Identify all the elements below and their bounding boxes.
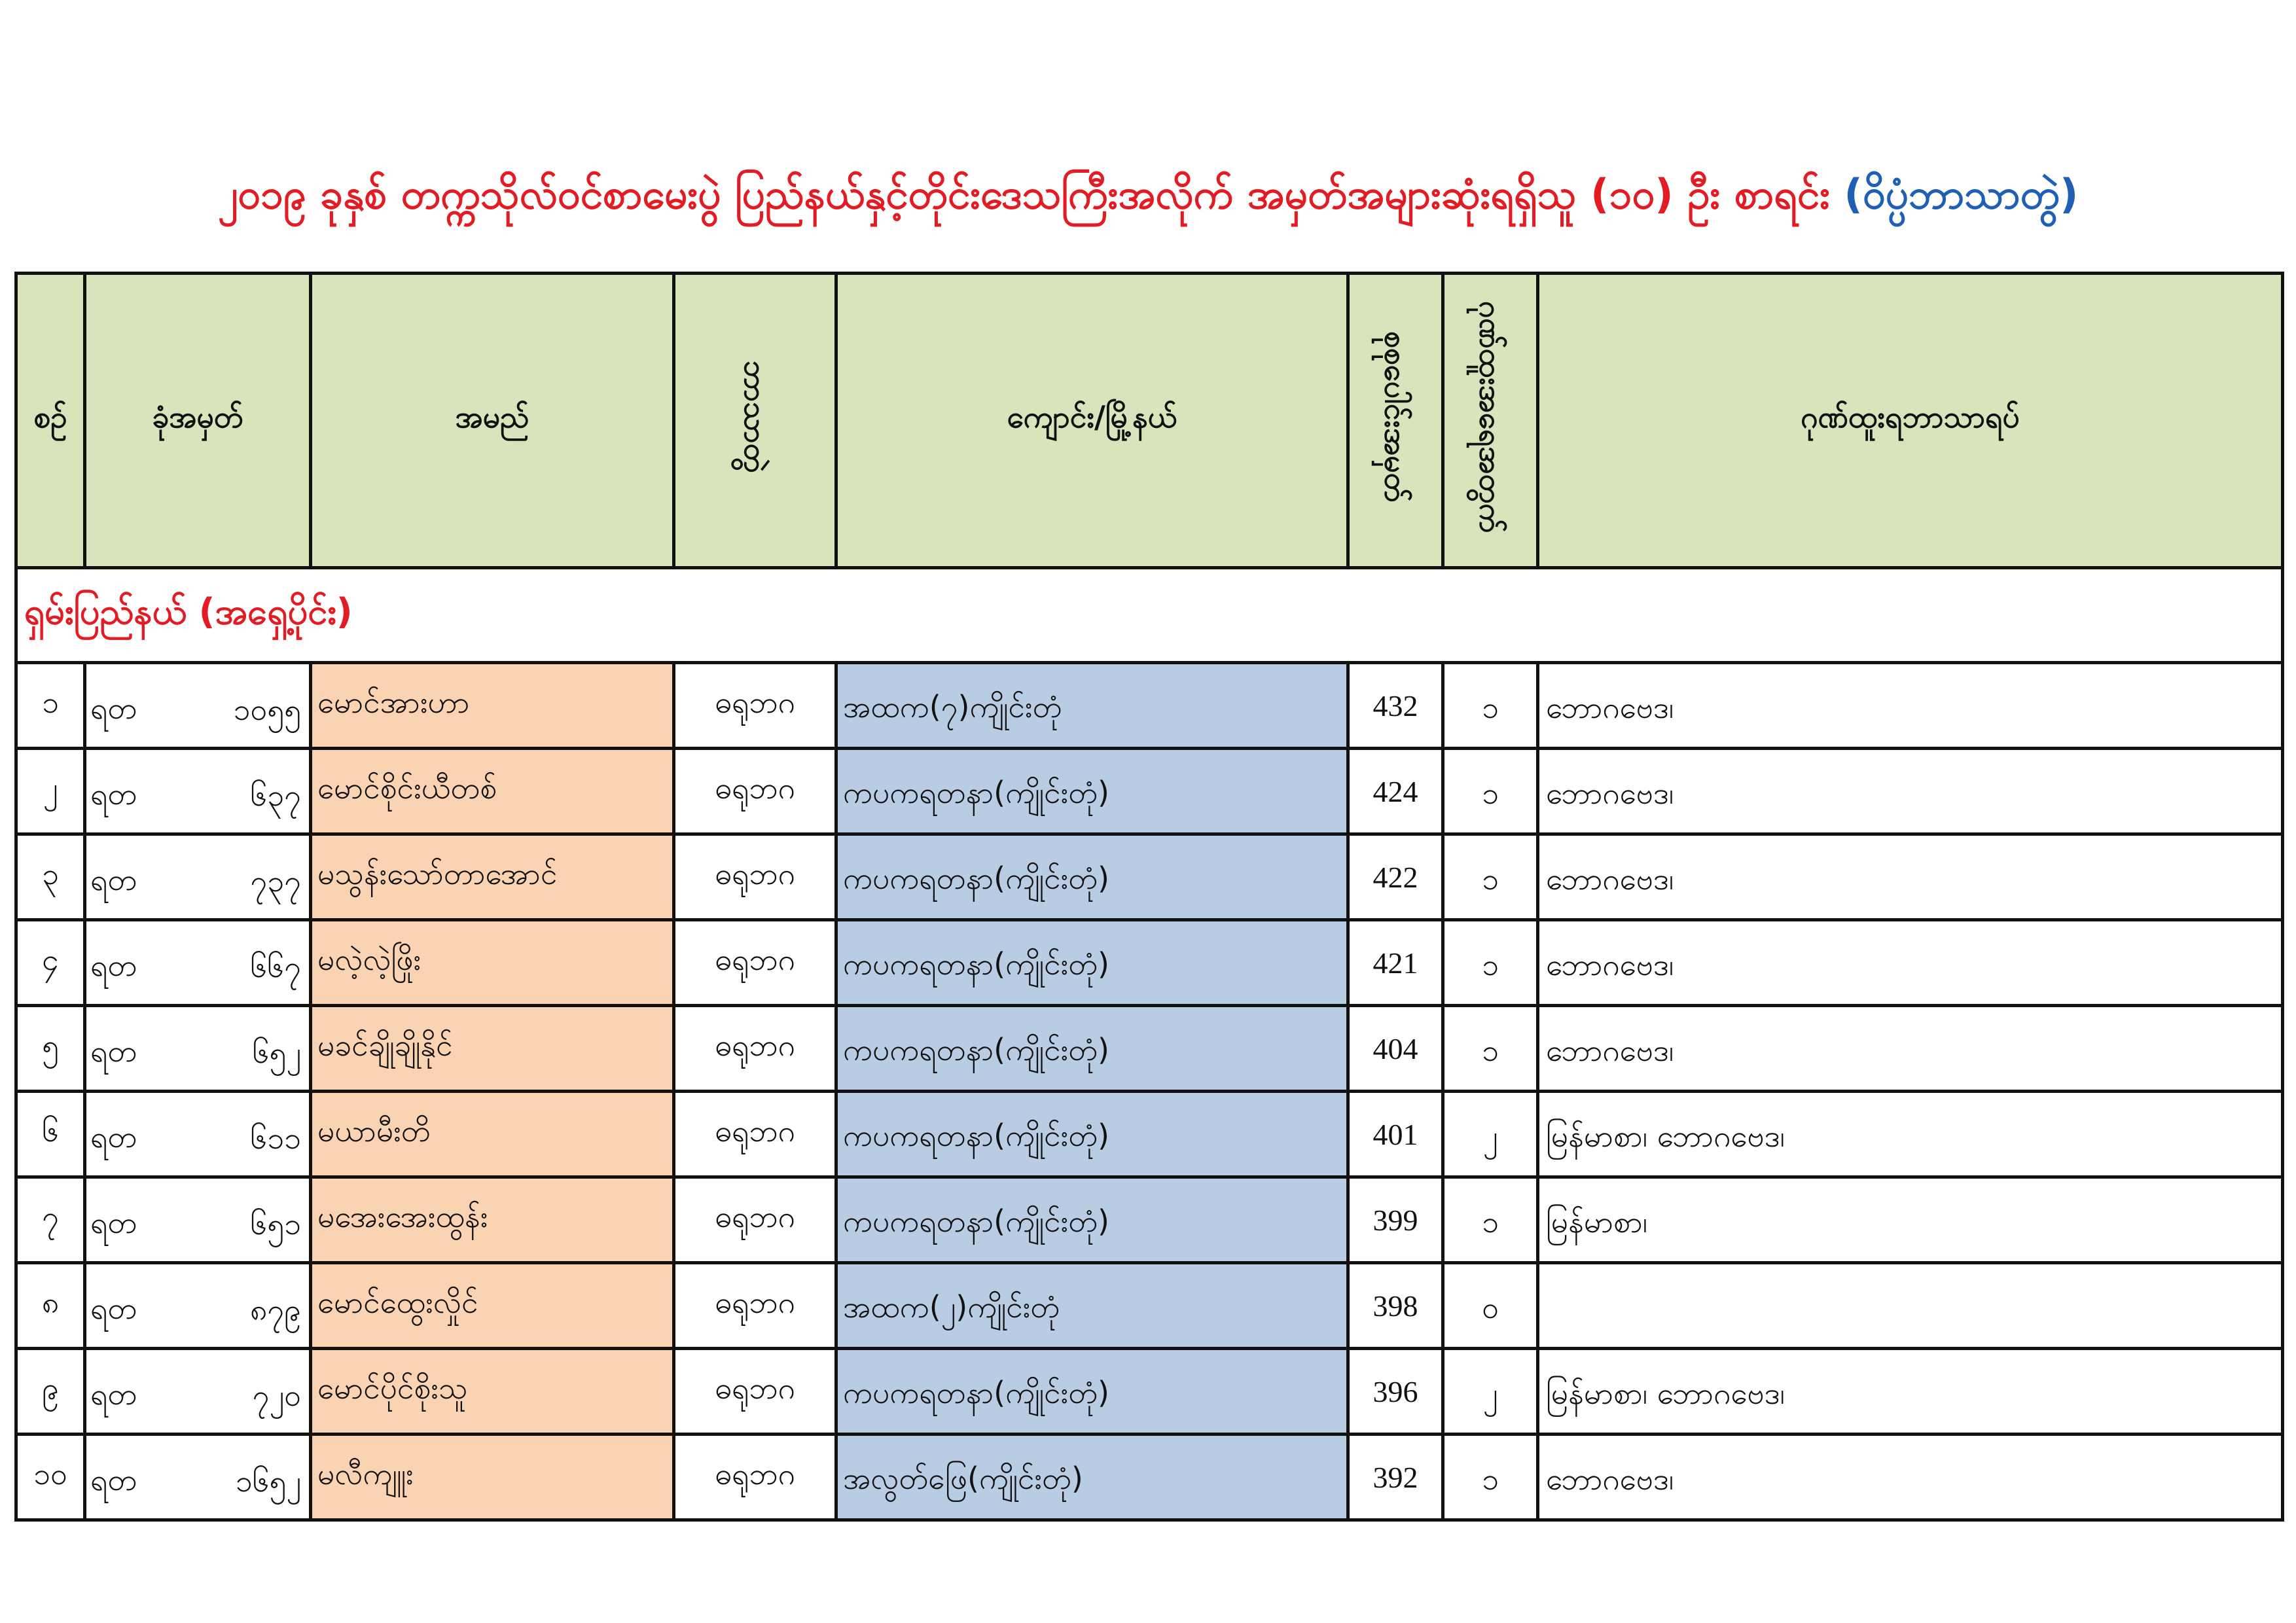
title-subject-group: (ဝိပ္ပံဘာသာတွဲ) bbox=[1844, 170, 2079, 218]
cell-subject: ဓရုဘဂ bbox=[674, 663, 836, 749]
roll-prefix: ရတ bbox=[90, 1118, 137, 1154]
cell-school: ကပကရတနာ(ကျိုင်းတုံ) bbox=[836, 920, 1348, 1006]
cell-total: 396 bbox=[1348, 1349, 1443, 1435]
cell-no: ၁၀ bbox=[16, 1435, 85, 1520]
table-row bbox=[16, 1092, 2283, 1177]
cell-total: 398 bbox=[1348, 1263, 1443, 1349]
cell-total: 401 bbox=[1348, 1092, 1443, 1177]
roll-prefix: ရတ bbox=[90, 1204, 137, 1240]
cell-name: မလီကျူး bbox=[311, 1435, 674, 1520]
section-title: ရှမ်းပြည်နယ် (အရှေ့ပိုင်း) bbox=[16, 568, 2283, 663]
table-row bbox=[16, 920, 2283, 1006]
cell-name: မောင်စိုင်းယီတစ် bbox=[311, 749, 674, 834]
cell-name: မလဲ့လဲ့ဖြိုး bbox=[311, 920, 674, 1006]
header-total: စုစုပေါင်းအမှတ် bbox=[1378, 331, 1414, 503]
roll-prefix: ရတ bbox=[90, 690, 137, 726]
section-row bbox=[16, 568, 2283, 663]
cell-roll bbox=[85, 1006, 311, 1092]
cell-school: ကပကရတနာ(ကျိုင်းတုံ) bbox=[836, 834, 1348, 920]
cell-distinctions: ၁ bbox=[1443, 1006, 1538, 1092]
cell-total: 399 bbox=[1348, 1177, 1443, 1263]
roll-prefix: ရတ bbox=[90, 861, 137, 897]
cell-school: အထက(၇)ကျိုင်းတုံ bbox=[836, 663, 1348, 749]
cell-no: ၆ bbox=[16, 1092, 85, 1177]
cell-subject: ဓရုဘဂ bbox=[674, 1177, 836, 1263]
cell-roll bbox=[85, 834, 311, 920]
roll-prefix: ရတ bbox=[90, 776, 137, 812]
cell-roll bbox=[85, 1435, 311, 1520]
title-main: ၂၀၁၉ ခုနှစ် တက္ကသိုလ်ဝင်စာမေးပွဲ ပြည်နယ်နှင့်တိုင်းဒေသကြီးအလိုက် အမှတ်အများဆုံးရရှိသူ (၁၀) ဦး စာရင်း bbox=[217, 170, 1844, 218]
cell-total: 422 bbox=[1348, 834, 1443, 920]
roll-prefix: ရတ bbox=[90, 1290, 137, 1326]
cell-name: မသွန်းသော်တာအောင် bbox=[311, 834, 674, 920]
cell-distinctions: ၁ bbox=[1443, 1177, 1538, 1263]
cell-subject: ဓရုဘဂ bbox=[674, 920, 836, 1006]
cell-roll bbox=[85, 920, 311, 1006]
page-title bbox=[0, 169, 2296, 228]
cell-school: ကပကရတနာ(ကျိုင်းတုံ) bbox=[836, 1349, 1348, 1435]
table-row bbox=[16, 663, 2283, 749]
cell-roll bbox=[85, 1349, 311, 1435]
cell-total: 424 bbox=[1348, 749, 1443, 834]
cell-distinctions: ၁ bbox=[1443, 663, 1538, 749]
header-school: ကျောင်း/မြို့နယ် bbox=[836, 274, 1348, 568]
cell-distinctions: ၁ bbox=[1443, 920, 1538, 1006]
cell-distinction-subjects bbox=[1538, 1263, 2283, 1349]
cell-no: ၉ bbox=[16, 1349, 85, 1435]
roll-number: ၆၁၁ bbox=[250, 1120, 301, 1156]
roll-number: ၆၅၂ bbox=[252, 1034, 301, 1070]
header-distinction-subjects: ဂုဏ်ထူးရဘာသာရပ် bbox=[1538, 274, 2283, 568]
cell-name: မောင်ပိုင်စိုးသူ bbox=[311, 1349, 674, 1435]
cell-subject: ဓရုဘဂ bbox=[674, 1092, 836, 1177]
cell-no: ၅ bbox=[16, 1006, 85, 1092]
roll-number: ၇၃၇ bbox=[250, 863, 301, 899]
table-row bbox=[16, 1349, 2283, 1435]
cell-distinction-subjects: ဘောဂဗေဒ၊ bbox=[1538, 1006, 2283, 1092]
roll-number: ၁၀၅၅ bbox=[233, 691, 301, 727]
cell-distinctions: ၁ bbox=[1443, 1435, 1538, 1520]
roll-prefix: ရတ bbox=[90, 1033, 137, 1069]
cell-no: ၈ bbox=[16, 1263, 85, 1349]
cell-school: ကပကရတနာ(ကျိုင်းတုံ) bbox=[836, 1092, 1348, 1177]
cell-name: မယာမီးတိ bbox=[311, 1092, 674, 1177]
cell-subject: ဓရုဘဂ bbox=[674, 834, 836, 920]
cell-total: 404 bbox=[1348, 1006, 1443, 1092]
cell-no: ၃ bbox=[16, 834, 85, 920]
cell-distinction-subjects: ဘောဂဗေဒ၊ bbox=[1538, 834, 2283, 920]
cell-school: အလွတ်ဖြေ(ကျိုင်းတုံ) bbox=[836, 1435, 1348, 1520]
table-row bbox=[16, 749, 2283, 834]
cell-no: ၁ bbox=[16, 663, 85, 749]
cell-distinction-subjects: မြန်မာစာ၊ bbox=[1538, 1177, 2283, 1263]
cell-no: ၂ bbox=[16, 749, 85, 834]
table-row bbox=[16, 1435, 2283, 1520]
header-distinctions-cell bbox=[1443, 274, 1538, 568]
cell-distinctions: ၂ bbox=[1443, 1349, 1538, 1435]
header-name: အမည် bbox=[311, 274, 674, 568]
table-row bbox=[16, 834, 2283, 920]
cell-subject: ဓရုဘဂ bbox=[674, 1349, 836, 1435]
results-table bbox=[14, 272, 2284, 1522]
cell-roll bbox=[85, 663, 311, 749]
header-subject: ဘာသာတွဲ bbox=[738, 361, 774, 473]
cell-distinctions: ၀ bbox=[1443, 1263, 1538, 1349]
cell-distinctions: ၂ bbox=[1443, 1092, 1538, 1177]
roll-number: ၆၅၁ bbox=[250, 1205, 301, 1241]
roll-prefix: ရတ bbox=[90, 1461, 137, 1497]
cell-no: ၄ bbox=[16, 920, 85, 1006]
cell-distinction-subjects: ဘောဂဗေဒ၊ bbox=[1538, 920, 2283, 1006]
cell-subject: ဓရုဘဂ bbox=[674, 1006, 836, 1092]
cell-total: 392 bbox=[1348, 1435, 1443, 1520]
roll-number: ၁၆၅၂ bbox=[235, 1463, 301, 1499]
table-row bbox=[16, 1006, 2283, 1092]
roll-prefix: ရတ bbox=[90, 1376, 137, 1412]
roll-number: ၈၇၉ bbox=[249, 1291, 301, 1327]
cell-distinction-subjects: ဘောဂဗေဒ၊ bbox=[1538, 1435, 2283, 1520]
cell-subject: ဓရုဘဂ bbox=[674, 1263, 836, 1349]
cell-distinction-subjects: ဘောဂဗေဒ၊ bbox=[1538, 663, 2283, 749]
cell-distinction-subjects: မြန်မာစာ၊ ဘောဂဗေဒ၊ bbox=[1538, 1092, 2283, 1177]
cell-distinction-subjects: ဘောဂဗေဒ၊ bbox=[1538, 749, 2283, 834]
cell-name: မအေးအေးထွန်း bbox=[311, 1177, 674, 1263]
roll-prefix: ရတ bbox=[90, 947, 137, 983]
cell-distinctions: ၁ bbox=[1443, 834, 1538, 920]
cell-school: ကပကရတနာ(ကျိုင်းတုံ) bbox=[836, 749, 1348, 834]
roll-number: ၆၃၇ bbox=[250, 777, 301, 813]
cell-name: မောင်ထွေးလှိုင် bbox=[311, 1263, 674, 1349]
roll-number: ၆၆၇ bbox=[250, 948, 301, 984]
cell-school: အထက(၂)ကျိုင်းတုံ bbox=[836, 1263, 1348, 1349]
cell-total: 432 bbox=[1348, 663, 1443, 749]
table-row bbox=[16, 1263, 2283, 1349]
cell-no: ၇ bbox=[16, 1177, 85, 1263]
cell-school: ကပကရတနာ(ကျိုင်းတုံ) bbox=[836, 1177, 1348, 1263]
header-roll: ခုံအမှတ် bbox=[85, 274, 311, 568]
cell-distinctions: ၁ bbox=[1443, 749, 1538, 834]
header-total-cell bbox=[1348, 274, 1443, 568]
cell-distinction-subjects: မြန်မာစာ၊ ဘောဂဗေဒ၊ bbox=[1538, 1349, 2283, 1435]
cell-roll bbox=[85, 1177, 311, 1263]
cell-subject: ဓရုဘဂ bbox=[674, 1435, 836, 1520]
cell-roll bbox=[85, 1092, 311, 1177]
cell-roll bbox=[85, 749, 311, 834]
header-subject-cell bbox=[674, 274, 836, 568]
cell-school: ကပကရတနာ(ကျိုင်းတုံ) bbox=[836, 1006, 1348, 1092]
header-no: စဉ် bbox=[16, 274, 85, 568]
header-row bbox=[16, 274, 2283, 568]
cell-name: မောင်အားဟာ bbox=[311, 663, 674, 749]
roll-number: ၇၂၀ bbox=[252, 1377, 301, 1413]
table-row bbox=[16, 1177, 2283, 1263]
cell-subject: ဓရုဘဂ bbox=[674, 749, 836, 834]
cell-total: 421 bbox=[1348, 920, 1443, 1006]
header-distinctions: ဂုဏ်ထူးအရေအတွက် bbox=[1473, 300, 1509, 533]
cell-name: မခင်ချိုချိုနိုင် bbox=[311, 1006, 674, 1092]
cell-roll bbox=[85, 1263, 311, 1349]
